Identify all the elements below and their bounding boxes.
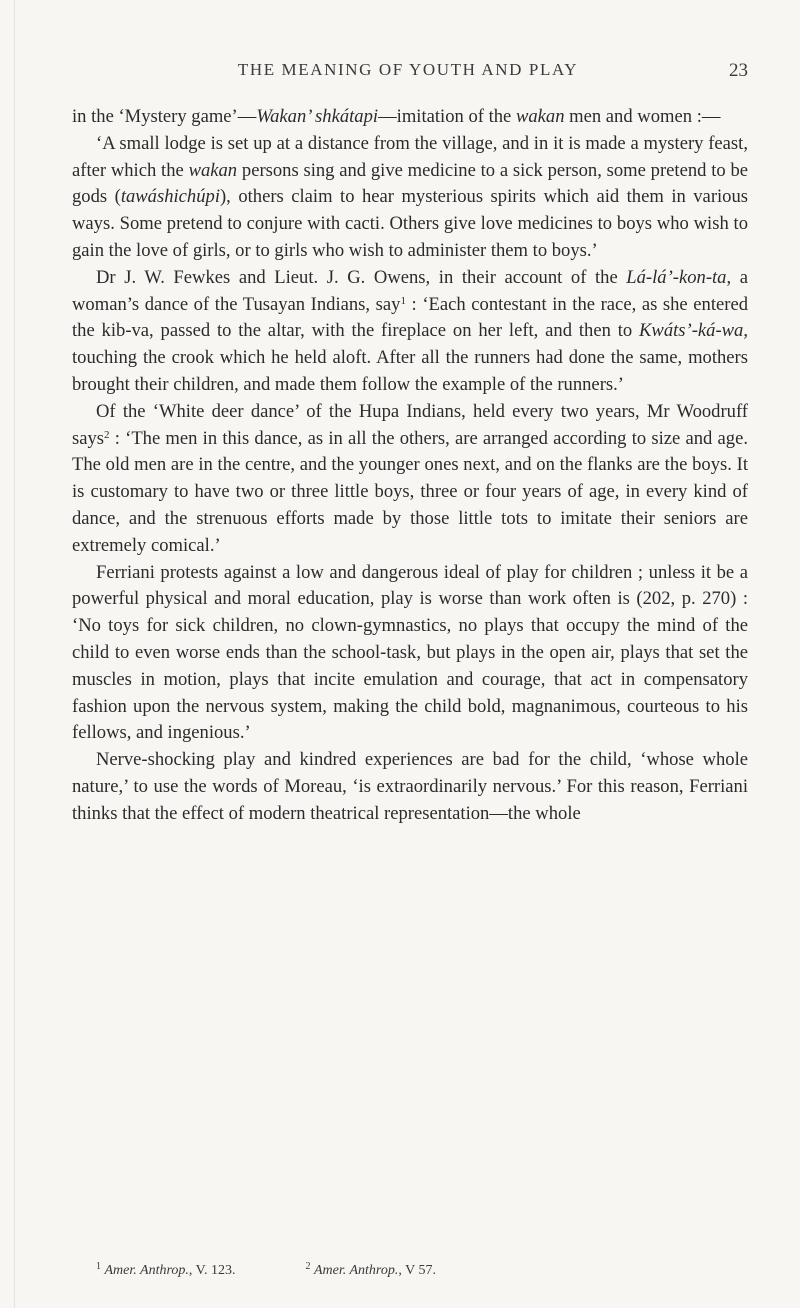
paragraph: [72, 131, 748, 265]
text-run: Dr J. W. Fewkes and Lieut. J. G. Owens, in their account of the: [96, 266, 627, 288]
body-text: [72, 104, 748, 828]
text-run: , touching the crook which he held aloft. After all the runners had done the same, mothers brought their children, and made them follow the example of the runners.’: [72, 320, 748, 395]
italic-term: wakan: [188, 159, 238, 181]
italic-term: Wakan’ shkátapi: [256, 106, 379, 127]
text-run: —imitation of the: [378, 106, 516, 127]
italic-term: tawáshichúpi: [120, 186, 220, 208]
footnote: [96, 1262, 235, 1280]
text-run: ‘A small lodge is set up at a distance from the village, and in it is made a mystery feast, after which the: [72, 132, 748, 181]
footnote-number: 1: [96, 1261, 101, 1272]
footnote-number: 2: [305, 1261, 311, 1272]
paragraph: [72, 560, 748, 748]
text-run: Of the ‘White deer dance’ of the Hupa Indians, held every two years, Mr Woodruff says: [72, 400, 748, 449]
text-run: , a woman’s dance of the Tusayan Indians, say: [72, 266, 748, 315]
paragraph: [72, 104, 748, 131]
footnote-marker: 1: [400, 294, 406, 307]
italic-term: Kwáts’-ká-wa: [639, 320, 744, 342]
italic-term: wakan: [515, 106, 565, 127]
text-run: in the ‘Mystery game’—: [72, 106, 257, 127]
footnotes: [96, 1262, 736, 1280]
footnote: [305, 1262, 436, 1280]
italic-term: Lá-lá’-kon-ta: [626, 266, 727, 288]
footnote-reference: , V. 123.: [188, 1263, 236, 1278]
page-header: [68, 60, 748, 86]
paragraph: [72, 265, 748, 399]
text-run: : ‘The men in this dance, as in all the others, are arranged according to size and age. The old men are in the centre, and the younger ones next, and on the flanks are the boys. It is customary to have two or three little boys, three or four years of age, in every kind of dance, and the strenuous efforts made by those little tots to imitate their seniors are extremely comical.’: [72, 427, 748, 556]
text-run: Ferriani protests against a low and dangerous ideal of play for children ; unless it be a powerful physical and moral education, play is worse than work often is (202, p. 270) : ‘No toys for sick children, no clown-gymnastics, no plays that occupy the mind of the child to even worse ends than the school-task, but plays in the open air, plays that set the muscles in motion, plays that incite emulation and courage, that act in compensatory fashion upon the nervous system, making the child bold, magnanimous, courteous to his fellows, and ingenious.’: [72, 561, 748, 744]
text-run: : ‘Each contestant in the race, as she entered the kib-va, passed to the altar, with the fireplace on her left, and then to: [72, 293, 748, 342]
running-title: THE MEANING OF YOUTH AND PLAY: [237, 60, 579, 79]
paragraph: [72, 399, 748, 560]
footnote-source: Amer. Anthrop.: [104, 1263, 189, 1278]
footnote-source: Amer. Anthrop.: [313, 1263, 399, 1278]
text-run: persons sing and give medicine to a sick person, some pretend to be gods (: [72, 159, 748, 208]
page-edge-shadow: [14, 0, 15, 1308]
text-run: ), others claim to hear mysterious spirits which aid them in various ways. Some pretend to conjure with cacti. Others give love medicines to boys who wish to gain the love of girls, or to girls who wish to administer them to boys.’: [72, 186, 749, 261]
footnote-marker: 2: [104, 428, 110, 441]
text-run: men and women :—: [564, 106, 721, 127]
text-run: Nerve-shocking play and kindred experiences are bad for the child, ‘whose whole nature,’ to use the words of Moreau, ‘is extraordinarily nervous.’ For this reason, Ferriani thinks that the effect of modern theatrical representation—the whole: [72, 749, 748, 824]
footnote-reference: , V 57.: [398, 1263, 436, 1278]
page-number: 23: [729, 60, 748, 81]
paragraph: [72, 747, 748, 827]
